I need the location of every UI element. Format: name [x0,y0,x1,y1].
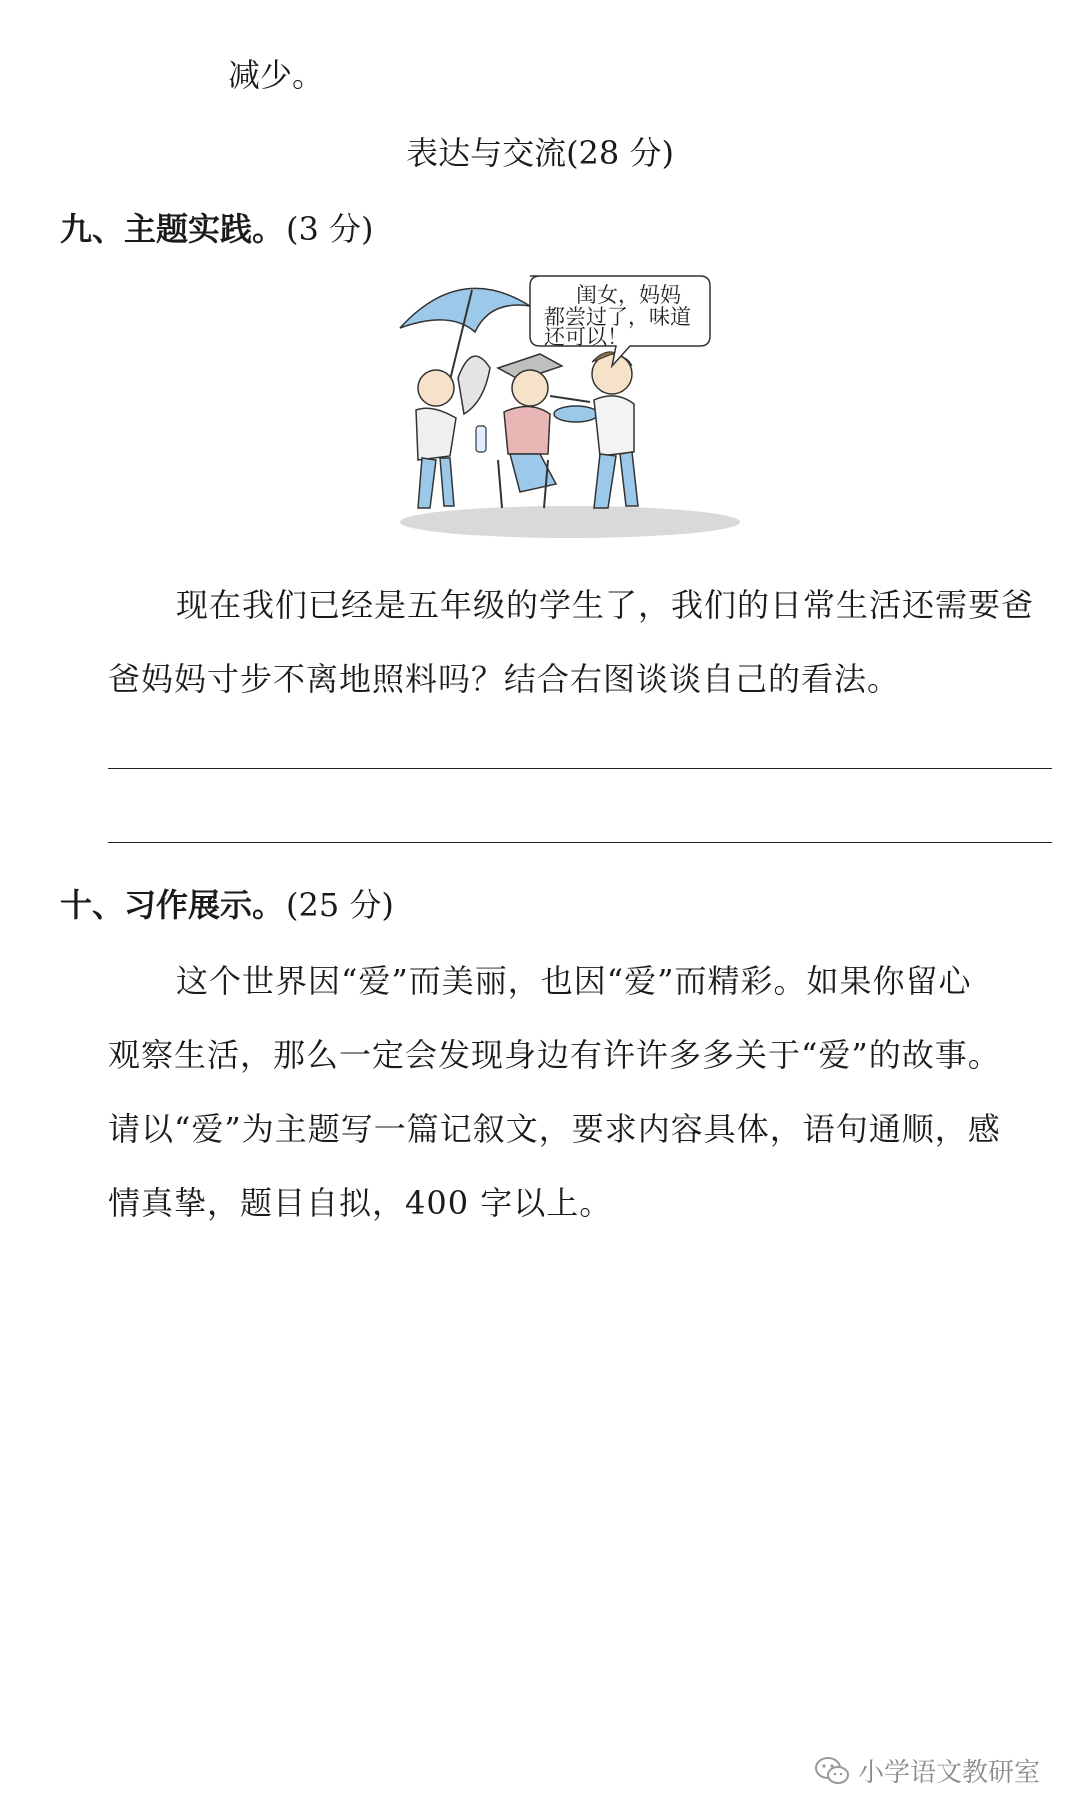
cartoon-illustration [380,270,760,540]
body-line: 爸妈妈寸步不离地照料吗？结合右图谈谈自己的看法。 [108,660,901,698]
continued-text: 减少。 [228,56,325,94]
question-number: 十、 [60,886,125,924]
body-line: 请以“爱”为主题写一篇记叙文，要求内容具体，语句通顺，感 [108,1110,1001,1148]
question-10-title [60,880,394,926]
speech-bubble-line-3: 还可以！ [544,325,628,349]
answer-line[interactable] [108,842,1052,843]
speech-bubble-line-2: 都尝过了，味道 [544,305,691,329]
watermark [814,1752,1040,1789]
section-heading: 表达与交流(28 分) [406,134,674,172]
watermark-text: 小学语文教研室 [857,1758,1040,1788]
wechat-icon [814,1756,850,1786]
question-number: 九、 [60,210,125,248]
question-score: (25 分) [286,886,394,924]
speech-bubble-line-1: 闺女，妈妈 [576,283,681,307]
body-line: 这个世界因“爱”而美丽，也因“爱”而精彩。如果你留心 [176,962,972,1000]
body-line: 情真挚，题目自拟，400 字以上。 [108,1184,613,1222]
question-name: 习作展示。 [124,886,285,924]
question-score: (3 分) [286,210,374,248]
question-name: 主题实践。 [124,210,285,248]
body-line: 现在我们已经是五年级的学生了，我们的日常生活还需要爸 [176,586,1035,624]
body-line: 观察生活，那么一定会发现身边有许许多多关于“爱”的故事。 [108,1036,1001,1074]
answer-line[interactable] [108,768,1052,769]
question-9-title [60,204,374,250]
